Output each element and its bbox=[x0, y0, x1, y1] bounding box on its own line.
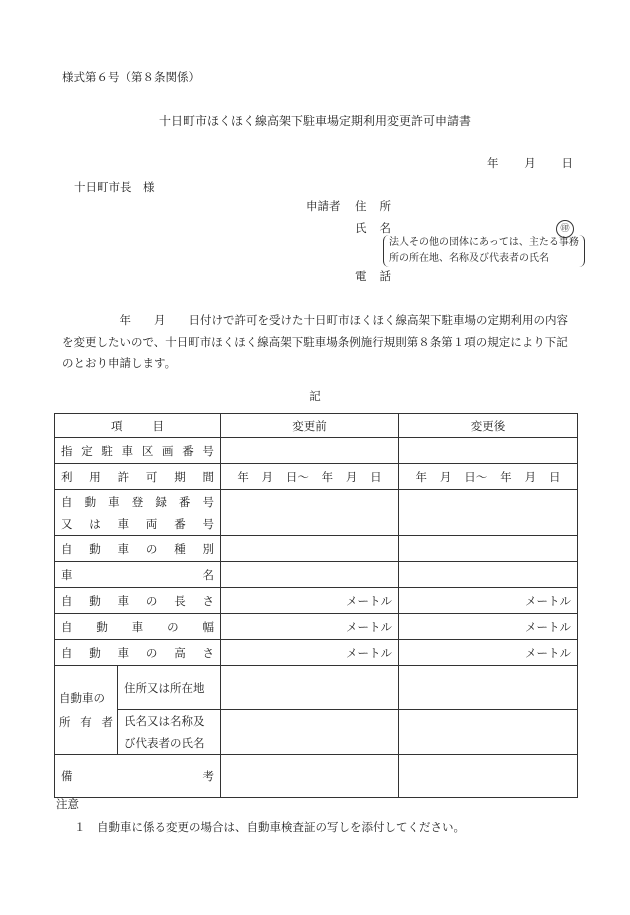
owner-name-before-cell[interactable] bbox=[221, 710, 399, 755]
name-char: 氏 bbox=[355, 221, 367, 235]
owner-address-after-cell[interactable] bbox=[399, 666, 578, 710]
width-before-cell[interactable]: メートル bbox=[221, 614, 399, 640]
date-day: 日 bbox=[561, 156, 573, 170]
registration-before-cell[interactable] bbox=[221, 490, 399, 536]
row-label-car-name: 車 名 bbox=[55, 562, 221, 588]
address-char: 住 bbox=[355, 199, 367, 213]
address-char: 所 bbox=[379, 199, 391, 213]
table-row bbox=[55, 666, 578, 710]
row-label-length: 自 動 車 の 長 さ bbox=[55, 588, 221, 614]
header-char: 目 bbox=[152, 418, 164, 433]
header-after: 変更後 bbox=[399, 414, 578, 438]
owner-address-label: 住所又は所在地 bbox=[118, 666, 221, 710]
remarks-after-cell[interactable] bbox=[399, 755, 578, 798]
document-title: 十日町市ほくほく線高架下駐車場定期利用変更許可申請書 bbox=[158, 114, 471, 128]
phone-label bbox=[355, 268, 391, 284]
period-after-cell[interactable]: 年 月 日～ 年 月 日 bbox=[399, 464, 578, 490]
owner-line-1: 自動車の bbox=[59, 691, 105, 705]
table-row bbox=[55, 562, 578, 588]
phone-char: 話 bbox=[379, 269, 391, 283]
length-before-cell[interactable]: メートル bbox=[221, 588, 399, 614]
period-before-cell[interactable]: 年 月 日～ 年 月 日 bbox=[221, 464, 399, 490]
table-row bbox=[55, 640, 578, 666]
change-table bbox=[54, 413, 578, 798]
applicant-label: 申請者 bbox=[306, 199, 341, 213]
table-row bbox=[55, 464, 578, 490]
ki-heading: 記 bbox=[309, 389, 321, 403]
lot-before-cell[interactable] bbox=[221, 438, 399, 464]
table-row bbox=[55, 588, 578, 614]
notes-title: 注意 bbox=[56, 797, 79, 811]
header-item bbox=[55, 414, 221, 438]
name-label bbox=[355, 220, 391, 236]
table-row bbox=[55, 536, 578, 562]
date-line bbox=[487, 155, 573, 171]
table-header-row bbox=[55, 414, 578, 438]
height-before-cell[interactable]: メートル bbox=[221, 640, 399, 666]
row-label-remarks: 備 考 bbox=[55, 755, 221, 798]
owner-address-before-cell[interactable] bbox=[221, 666, 399, 710]
row-label-type: 自 動 車 の 種 別 bbox=[55, 536, 221, 562]
registration-after-cell[interactable] bbox=[399, 490, 578, 536]
name-char: 名 bbox=[379, 221, 391, 235]
owner-name-line-1: 氏名又は名称及 bbox=[124, 714, 205, 728]
remarks-before-cell[interactable] bbox=[221, 755, 399, 798]
owner-name-label bbox=[118, 710, 221, 755]
row-label-registration: 自 動 車 登 録 番 号 又 は 車 両 番 号 bbox=[55, 490, 221, 536]
length-after-cell[interactable]: メートル bbox=[399, 588, 578, 614]
body-text: 年 月 日付けで許可を受けた十日町市ほくほく線高架下駐車場の定期利用の内容を変更したいので、十日町市ほくほく線高架下駐車場条例施行規則第８条第１項の規定により下記のとおり申請します。 bbox=[62, 313, 568, 370]
header-before: 変更前 bbox=[221, 414, 399, 438]
row-label-height: 自 動 車 の 高 さ bbox=[55, 640, 221, 666]
header-char: 項 bbox=[111, 418, 123, 433]
type-before-cell[interactable] bbox=[221, 536, 399, 562]
row-label-period: 利 用 許 可 期 間 bbox=[55, 464, 221, 490]
date-month: 月 bbox=[524, 156, 536, 170]
width-after-cell[interactable]: メートル bbox=[399, 614, 578, 640]
note-1: １ 自動車に係る変更の場合は、自動車検査証の写しを添付してください。 bbox=[74, 820, 465, 834]
car-name-before-cell[interactable] bbox=[221, 562, 399, 588]
height-after-cell[interactable]: メートル bbox=[399, 640, 578, 666]
lot-after-cell[interactable] bbox=[399, 438, 578, 464]
phone-char: 電 bbox=[355, 269, 367, 283]
row-label-lot: 指 定 駐 車 区 画 番 号 bbox=[55, 438, 221, 464]
applicant-note: 法人その他の団体にあっては、主たる事務所の所在地、名称及び代表者の氏名 bbox=[383, 235, 585, 267]
table-row bbox=[55, 614, 578, 640]
table-row bbox=[55, 490, 578, 536]
table-row bbox=[55, 755, 578, 798]
row-label-owner: 自動車の 所 有 者 bbox=[55, 666, 118, 755]
car-name-after-cell[interactable] bbox=[399, 562, 578, 588]
owner-name-line-2: び代表者の氏名 bbox=[124, 736, 205, 750]
type-after-cell[interactable] bbox=[399, 536, 578, 562]
address-label bbox=[355, 198, 391, 214]
owner-name-after-cell[interactable] bbox=[399, 710, 578, 755]
date-year: 年 bbox=[487, 156, 499, 170]
addressee: 十日町市長 様 bbox=[74, 180, 155, 194]
seal-mark: ㊞ bbox=[556, 220, 574, 238]
table-row bbox=[55, 438, 578, 464]
table-row bbox=[55, 710, 578, 755]
form-number: 様式第６号（第８条関係） bbox=[62, 70, 200, 84]
row-label-width: 自 動 車 の 幅 bbox=[55, 614, 221, 640]
